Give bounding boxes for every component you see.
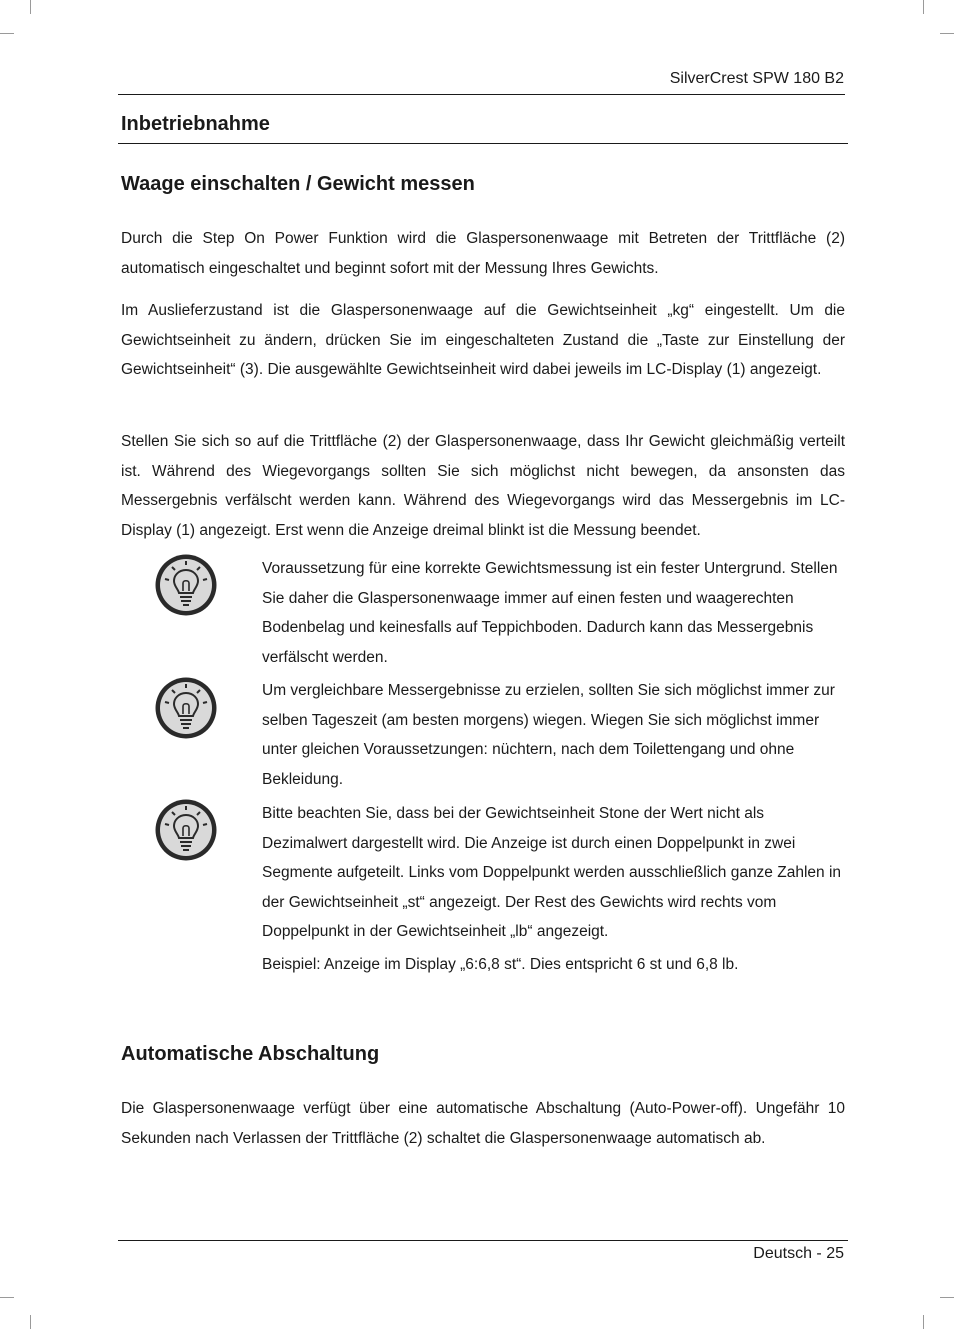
page-number: Deutsch - 25 — [753, 1245, 844, 1262]
section-title: Inbetriebnahme — [121, 113, 270, 135]
lightbulb-tip-icon — [154, 553, 218, 617]
crop-mark — [30, 0, 31, 14]
crop-mark — [30, 1315, 31, 1329]
weigh-paragraph-2: Im Auslieferzustand ist die Glaspersonenwaage auf die Gewichtseinheit „kg“ eingestellt. Um die Gewichtseinheit zu ändern, drücken Sie im eingeschalteten Zustand die „Taste zur Einstellung der Gewichtseinheit“ (3). Die ausgewählte Gewichtseinheit wird dabei jeweils im LC-Display (1) angezeigt. — [121, 302, 845, 379]
tip-note-3: Bitte beachten Sie, dass bei der Gewichtseinheit Stone der Wert nicht als Dezimalwert dargestellt wird. Die Anzeige ist durch einen Doppelpunkt in zwei Segmente aufgeteilt. Links vom Doppelpunkt werden ausschließlich ganze Zahlen in der Gewichtseinheit „st“ angezeigt. Der Rest des Gewichts wird rechts vom Doppelpunkt in der Gewichtseinheit „lb“ angezeigt. — [262, 805, 842, 941]
lightbulb-tip-icon — [154, 676, 218, 740]
tip-note-3-example: Beispiel: Anzeige im Display „6:6,8 st“. Dies entspricht 6 st und 6,8 lb. — [262, 956, 739, 973]
crop-mark — [923, 1315, 924, 1329]
tip-note-2: Um vergleichbare Messergebnisse zu erzielen, sollten Sie sich möglichst immer zur selben Tageszeit (am besten morgens) wiegen. Wiegen Sie sich möglichst immer unter gleichen Voraussetzungen: nüchtern, nach dem Toilettengang und ohne Bekleidung. — [262, 682, 835, 788]
auto-off-paragraph: Die Glaspersonenwaage verfügt über eine automatische Abschaltung (Auto-Power-off). Ungefähr 10 Sekunden nach Verlassen der Trittfläche (2) schaltet die Glaspersonenwaage automatisch ab. — [121, 1100, 845, 1147]
section-rule — [118, 143, 848, 144]
footer-rule — [118, 1240, 848, 1241]
header-rule — [118, 94, 845, 95]
tip-note-1: Voraussetzung für eine korrekte Gewichtsmessung ist ein fester Untergrund. Stellen Sie daher die Glaspersonenwaage immer auf einen festen und waagerechten Bodenbelag und keinesfalls auf Teppichboden. Dadurch kann das Messergebnis verfälscht werden. — [262, 560, 838, 666]
crop-mark — [923, 0, 924, 14]
weigh-paragraph-3: Stellen Sie sich so auf die Trittfläche (2) der Glaspersonenwaage, dass Ihr Gewicht gleichmäßig verteilt ist. Während des Wiegevorgangs sollten Sie sich möglichst nicht bewegen, da ansonsten das Messergebnis verfälscht werden kann. Während des Wiegevorgangs wird das Messergebnis im LC-Display (1) angezeigt. Erst wenn die Anzeige dreimal blinkt ist die Messung beendet. — [121, 433, 845, 539]
weigh-paragraph-1: Durch die Step On Power Funktion wird die Glaspersonenwaage mit Betreten der Trittfläche (2) automatisch eingeschaltet und beginnt sofort mit der Messung Ihres Gewichts. — [121, 230, 845, 277]
lightbulb-tip-icon — [154, 798, 218, 862]
crop-mark — [940, 1297, 954, 1298]
auto-off-heading: Automatische Abschaltung — [121, 1043, 380, 1065]
crop-mark — [940, 33, 954, 34]
crop-mark — [0, 33, 14, 34]
running-header: SilverCrest SPW 180 B2 — [669, 70, 844, 87]
weigh-heading: Waage einschalten / Gewicht messen — [121, 173, 475, 195]
crop-mark — [0, 1297, 14, 1298]
